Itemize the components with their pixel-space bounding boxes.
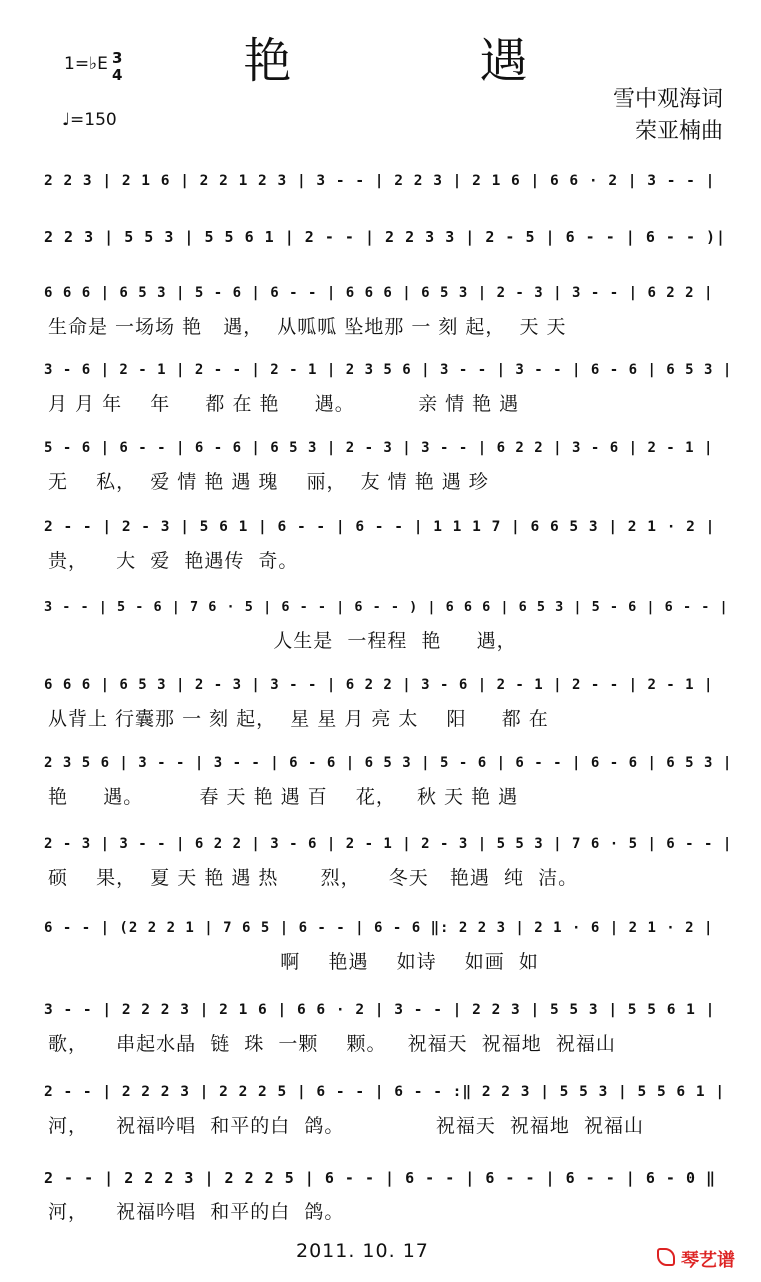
- lyrics-line: 无 私， 爱 情 艳 遇 瑰 丽， 友 情 艳 遇 珍: [48, 471, 489, 493]
- score-row-3: [44, 278, 734, 348]
- lyricist-credit: 雪中观海词: [612, 87, 723, 112]
- key-signature: 1=♭E: [64, 54, 108, 74]
- score-row-13: [44, 1077, 734, 1147]
- score-row-8: [44, 670, 734, 740]
- lyrics-line: 从背上 行囊那 一 刻 起， 星 星 月 亮 太 阳 都 在: [48, 708, 549, 730]
- lyrics-line: 月 月 年 年 都 在 艳 遇。 亲 情 艳 遇: [48, 393, 520, 415]
- notation-line: 3 - - | 2 2 2 3 | 2 1 6 | 6 6 · 2 | 3 - - | 2 2 3 | 5 5 3 | 5 5 6 1 |: [44, 1002, 716, 1018]
- notation-line: 3 - 6 | 2 - 1 | 2 - - | 2 - 1 | 2 3 5 6 | 3 - - | 3 - - | 6 - 6 | 6 5 3 |: [44, 362, 733, 378]
- song-title: 艳 遇: [243, 33, 598, 89]
- tempo-marking: ♩=150: [62, 110, 117, 130]
- lyrics-line: 歌， 串起水晶 链 珠 一颗 颗。 祝福天 祝福地 祝福山: [48, 1033, 616, 1055]
- notation-line: 2 2 3 | 5 5 3 | 5 5 6 1 | 2 - - | 2 2 3 3 | 2 - 5 | 6 - - | 6 - - )|: [44, 228, 727, 246]
- lyrics-line: 艳 遇。 春 天 艳 遇 百 花， 秋 天 艳 遇: [48, 786, 519, 808]
- date-stamp: 2011. 10. 17: [296, 1240, 429, 1262]
- notation-line: 2 - - | 2 - 3 | 5 6 1 | 6 - - | 6 - - | 1 1 1 7 | 6 6 5 3 | 2 1 · 2 |: [44, 519, 716, 535]
- notation-line: 3 - - | 5 - 6 | 7 6 · 5 | 6 - - | 6 - - ) | 6 6 6 | 6 5 3 | 5 - 6 | 6 - - |: [44, 599, 729, 615]
- score-row-14: [44, 1163, 734, 1233]
- notation-line: 2 3 5 6 | 3 - - | 3 - - | 6 - 6 | 6 5 3 | 5 - 6 | 6 - - | 6 - 6 | 6 5 3 |: [44, 755, 733, 771]
- score-row-6: [44, 512, 734, 582]
- lyrics-line: 人生是 一程程 艳 遇，: [48, 630, 517, 652]
- lyrics-line: 啊 艳遇 如诗 如画 如: [48, 951, 539, 973]
- notation-line: 6 6 6 | 6 5 3 | 5 - 6 | 6 - - | 6 6 6 | 6 5 3 | 2 - 3 | 3 - - | 6 2 2 |: [44, 285, 714, 301]
- lyrics-line: 贵， 大 爱 艳遇传 奇。: [48, 550, 299, 572]
- score-row-11: [44, 913, 734, 983]
- score-row-7: [44, 592, 734, 662]
- lyrics-line: 河， 祝福吟唱 和平的白 鸽。: [48, 1201, 345, 1223]
- composer-credit: 荣亚楠曲: [634, 119, 723, 144]
- score-row-4: [44, 355, 734, 425]
- time-signature: [112, 50, 122, 84]
- lyrics-line: 生命是 一场场 艳 遇， 从呱呱 坠地那 一 刻 起， 天 天: [48, 316, 567, 338]
- watermark-text: 琴艺谱: [681, 1250, 735, 1271]
- time-signature-top: 3: [112, 49, 123, 67]
- notation-line: 2 - - | 2 2 2 3 | 2 2 2 5 | 6 - - | 6 - - | 6 - - | 6 - - | 6 - 0 ‖: [44, 1169, 717, 1187]
- notation-line: 6 6 6 | 6 5 3 | 2 - 3 | 3 - - | 6 2 2 | 3 - 6 | 2 - 1 | 2 - - | 2 - 1 |: [44, 677, 714, 693]
- score-row-9: [44, 748, 734, 818]
- notation-line: 2 - - | 2 2 2 3 | 2 2 2 5 | 6 - - | 6 - - :‖ 2 2 3 | 5 5 3 | 5 5 6 1 |: [44, 1084, 726, 1100]
- score-row-5: [44, 433, 734, 503]
- score-row-10: [44, 829, 734, 899]
- logo-icon: [657, 1248, 675, 1266]
- lyrics-line: 硕 果， 夏 天 艳 遇 热 烈， 冬天 艳遇 纯 洁。: [48, 867, 579, 889]
- score-row-12: [44, 995, 734, 1065]
- notation-line: 6 - - | (2 2 2 1 | 7 6 5 | 6 - - | 6 - 6 ‖: 2 2 3 | 2 1 · 6 | 2 1 · 2 |: [44, 920, 714, 936]
- watermark-logo: [657, 1246, 747, 1270]
- lyrics-line: 河， 祝福吟唱 和平的白 鸽。 祝福天 祝福地 祝福山: [48, 1115, 644, 1137]
- time-signature-bottom: 4: [112, 66, 123, 84]
- notation-line: 2 2 3 | 2 1 6 | 2 2 1 2 3 | 3 - - | 2 2 3 | 2 1 6 | 6 6 · 2 | 3 - - |: [44, 173, 716, 189]
- notation-line: 2 - 3 | 3 - - | 6 2 2 | 3 - 6 | 2 - 1 | 2 - 3 | 5 5 3 | 7 6 · 5 | 6 - - |: [44, 836, 733, 852]
- notation-line: 5 - 6 | 6 - - | 6 - 6 | 6 5 3 | 2 - 3 | 3 - - | 6 2 2 | 3 - 6 | 2 - 1 |: [44, 440, 714, 456]
